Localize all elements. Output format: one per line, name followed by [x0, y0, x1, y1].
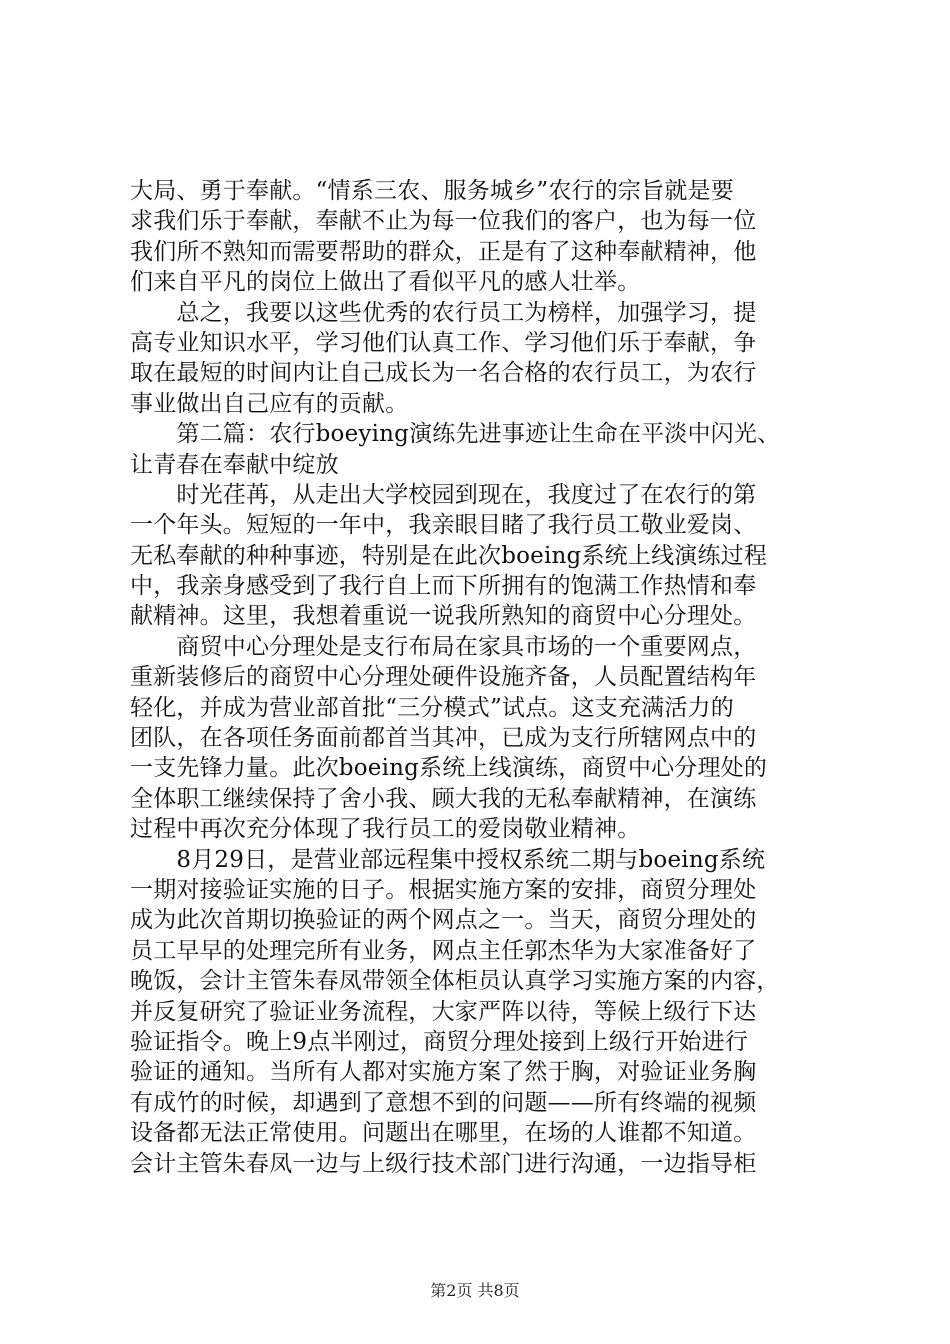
page-footer	[0, 1278, 950, 1301]
text-line: 中，我亲身感受到了我行自上而下所拥有的饱满工作热情和奉	[130, 573, 757, 600]
document-body	[130, 176, 830, 1179]
section-heading-line: 第二篇：农行boeying演练先进事迹让生命在平淡中闪光、	[130, 421, 781, 448]
text-line: 商贸中心分理处是支行布局在家具市场的一个重要网点，	[130, 633, 757, 660]
text-line: 设备都无法正常使用。问题出在哪里，在场的人谁都不知道。	[130, 1120, 757, 1147]
text-line: 成为此次首期切换验证的两个网点之一。当天，商贸分理处的	[130, 907, 757, 934]
text-line: 我们所不熟知而需要帮助的群众，正是有了这种奉献精神，他	[130, 238, 757, 265]
text-line: 一个年头。短短的一年中，我亲眼目睹了我行员工敬业爱岗、	[130, 512, 757, 539]
page-number: 第2页 共8页	[430, 1281, 520, 1300]
text-line: 并反复研究了验证业务流程，大家严阵以待，等候上级行下达	[130, 998, 757, 1025]
text-line: 求我们乐于奉献，奉献不止为每一位我们的客户，也为每一位	[130, 208, 757, 235]
text-line: 验证的通知。当所有人都对实施方案了然于胸，对验证业务胸	[130, 1059, 757, 1086]
text-line: 无私奉献的种种事迹，特别是在此次boeing系统上线演练过程	[130, 542, 768, 569]
text-line: 高专业知识水平，学习他们认真工作、学习他们乐于奉献，争	[130, 329, 757, 356]
text-line: 会计主管朱春凤一边与上级行技术部门进行沟通，一边指导柜	[130, 1150, 757, 1177]
text-line: 总之，我要以这些优秀的农行员工为榜样，加强学习，提	[130, 299, 757, 326]
text-line: 过程中再次充分体现了我行员工的爱岗敬业精神。	[130, 816, 641, 843]
text-line: 事业做出自己应有的贡献。	[130, 390, 409, 417]
text-line: 大局、勇于奉献。“情系三农、服务城乡”农行的宗旨就是要	[130, 178, 734, 204]
text-line: 时光荏苒，从走出大学校园到现在，我度过了在农行的第	[130, 481, 757, 508]
text-line: 验证指令。晚上9点半刚过，商贸分理处接到上级行开始进行	[130, 1028, 749, 1055]
text-line: 们来自平凡的岗位上做出了看似平凡的感人壮举。	[130, 269, 641, 296]
text-line: 晚饭，会计主管朱春凤带领全体柜员认真学习实施方案的内容，	[130, 968, 780, 995]
text-line: 一期对接验证实施的日子。根据实施方案的安排，商贸分理处	[130, 876, 757, 903]
text-line: 献精神。这里，我想着重说一说我所熟知的商贸中心分理处。	[130, 603, 757, 630]
text-line: 有成竹的时候，却遇到了意想不到的问题——所有终端的视频	[130, 1089, 757, 1116]
text-line: 重新装修后的商贸中心分理处硬件设施齐备，人员配置结构年	[130, 664, 757, 691]
text-line: 轻化，并成为营业部首批“三分模式”试点。这支充满活力的	[130, 694, 734, 721]
text-line: 一支先锋力量。此次boeing系统上线演练，商贸中心分理处的	[130, 755, 768, 782]
text-line: 员工早早的处理完所有业务，网点主任郭杰华为大家准备好了	[130, 937, 757, 964]
text-line: 取在最短的时间内让自己成长为一名合格的农行员工，为农行	[130, 360, 757, 387]
text-line: 8月29日，是营业部远程集中授权系统二期与boeing系统	[130, 846, 766, 873]
section-heading-line: 让青春在奉献中绽放	[130, 451, 339, 478]
text-line: 全体职工继续保持了舍小我、顾大我的无私奉献精神，在演练	[130, 785, 757, 812]
text-line: 团队，在各项任务面前都首当其冲，已成为支行所辖网点中的	[130, 725, 757, 752]
